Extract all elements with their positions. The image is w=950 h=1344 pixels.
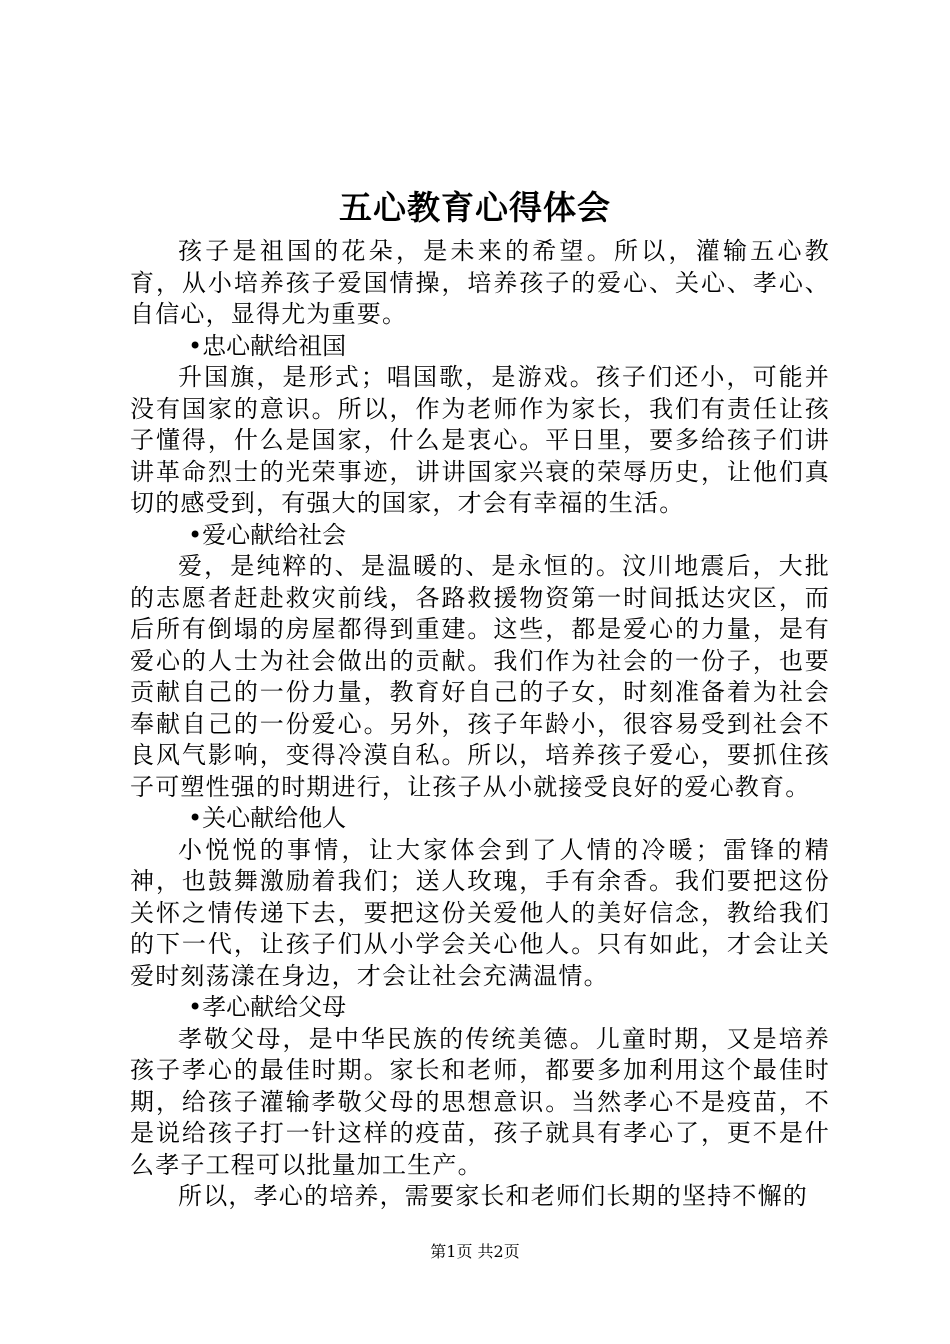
page-footer: 第1页 共2页 bbox=[430, 1242, 520, 1261]
paragraph-filial: 孝敬父母，是中华民族的传统美德。儿童时期，又是培养孩子孝心的最佳时期。家长和老师，都要多加利用这个最佳时期，给孩子灌输孝敬父母的思想意识。当然孝心不是疫苗，不是说给孩子打一针这样的疫苗，孩子就具有孝心了，更不是什么孝子工程可以批量加工生产。 bbox=[130, 1024, 830, 1179]
paragraph-loyalty: 升国旗，是形式；唱国歌，是游戏。孩子们还小，可能并没有国家的意识。所以，作为老师作为家长，我们有责任让孩子懂得，什么是国家，什么是衷心。平日里，要多给孩子们讲讲革命烈士的光荣事迹，讲讲国家兴衰的荣辱历史，让他们真切的感受到，有强大的国家，才会有幸福的生活。 bbox=[130, 363, 830, 517]
paragraph-filial-continued: 所以，孝心的培养，需要家长和老师们长期的坚持不懈的 bbox=[178, 1182, 808, 1210]
paragraph-love: 爱，是纯粹的、是温暖的、是永恒的。汶川地震后，大批的志愿者赶赴救灾前线，各路救援物资第一时间抵达灾区，而后所有倒塌的房屋都得到重建。这些，都是爱心的力量，是有爱心的人士为社会做出的贡献。我们作为社会的一份子，也要贡献自己的一份力量，教育好自己的子女，时刻准备着为社会奉献自己的一份爱心。另外，孩子年龄小，很容易受到社会不良风气影响，变得冷漠自私。所以，培养孩子爱心，要抓住孩子可塑性强的时期进行，让孩子从小就接受良好的爱心教育。 bbox=[130, 552, 830, 801]
document-body bbox=[130, 236, 830, 1213]
paragraph-intro: 孩子是祖国的花朵，是未来的希望。所以，灌输五心教育，从小培养孩子爱国情操，培养孩子的爱心、关心、孝心、自信心，显得尤为重要。 bbox=[130, 237, 830, 328]
section-heading-loyalty: •忠心献给祖国 bbox=[188, 331, 347, 360]
document-title: 五心教育心得体会 bbox=[339, 188, 611, 227]
section-heading-care: •关心献给他人 bbox=[188, 804, 347, 832]
section-heading-filial: •孝心献给父母 bbox=[188, 993, 347, 1021]
section-heading-love: •爱心献给社会 bbox=[188, 520, 347, 549]
paragraph-care: 小悦悦的事情，让大家体会到了人情的冷暖；雷锋的精神，也鼓舞激励着我们；送人玫瑰，手有余香。我们要把这份关怀之情传递下去，要把这份关爱他人的美好信念，教给我们的下一代，让孩子们从小学会关心他人。只有如此，才会让关爱时刻荡漾在身边，才会让社会充满温情。 bbox=[130, 835, 830, 990]
